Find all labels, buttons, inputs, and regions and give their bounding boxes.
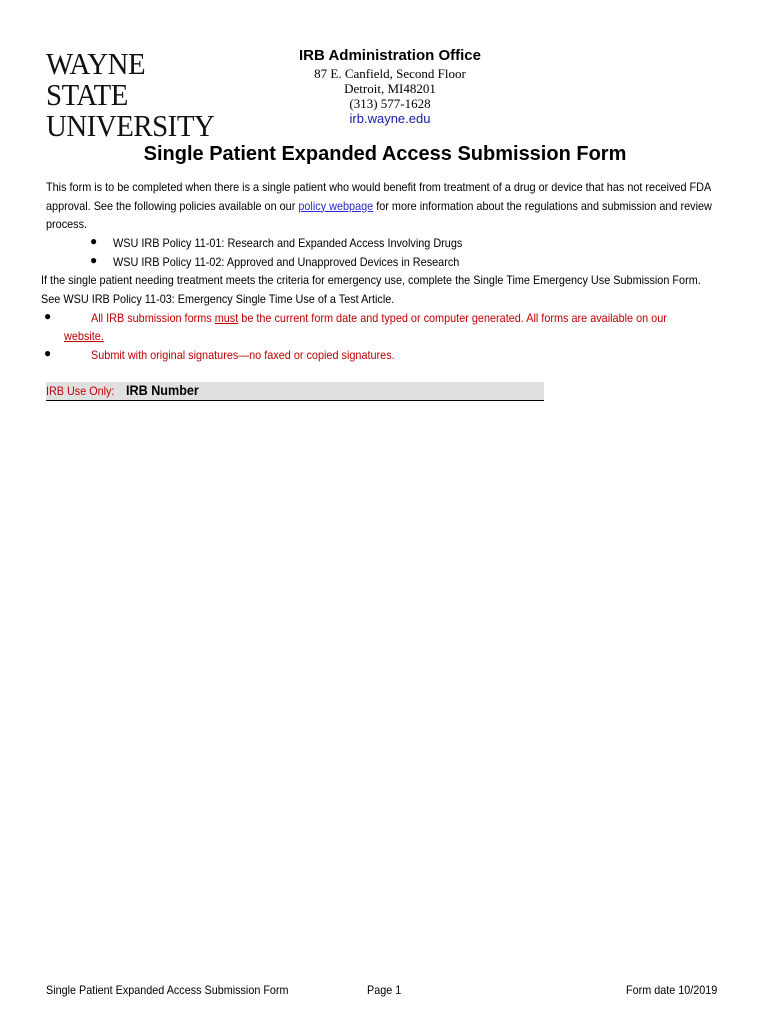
intro-paragraph: [46, 178, 734, 234]
notice-forms-text-2: be the current form date and typed or computer generated. All forms are available on our: [238, 311, 667, 325]
address-line2: Detroit, MI48201: [344, 81, 436, 96]
office-block: [240, 47, 540, 126]
irb-number-label: IRB Number: [126, 382, 200, 398]
policy-webpage-link[interactable]: policy webpage: [298, 198, 374, 213]
intro-text-1: This form is to be completed when there is a single patient who would benefit from treatment of a drug or device that has not received FDA approval. See the following policies available on our: [46, 180, 711, 213]
notice-forms: [91, 309, 667, 327]
form-title: Single Patient Expanded Access Submission Form: [143, 143, 627, 165]
notice-must: must: [214, 311, 239, 325]
office-website-link[interactable]: irb.wayne.edu: [349, 111, 431, 126]
bullet-icon: ●: [44, 346, 52, 360]
notice-website-link[interactable]: website.: [64, 329, 104, 343]
bullet-icon: ●: [90, 253, 98, 267]
notice-forms-text-1: All IRB submission forms: [91, 311, 215, 325]
notice-signatures: Submit with original signatures—no faxed or copied signatures.: [91, 348, 395, 362]
policy-item-1: WSU IRB Policy 11-01: Research and Expanded Access Involving Drugs: [113, 236, 463, 250]
policy-item-2: WSU IRB Policy 11-02: Approved and Unapproved Devices in Research: [113, 255, 460, 269]
phone-number: (313) 577-1628: [349, 96, 431, 111]
irb-number-field[interactable]: [46, 382, 544, 401]
bullet-icon: ●: [44, 309, 52, 323]
wayne-state-logo: [46, 46, 216, 143]
address-line1: 87 E. Canfield, Second Floor: [314, 66, 466, 81]
intro-text-2: for more information about the regulations and submission and review process.: [46, 198, 712, 231]
emergency-text-1: If the single patient needing treatment meets the criteria for emergency use, complete the Single Time Emergency Use Submission Form.: [41, 273, 701, 287]
bullet-icon: ●: [90, 234, 98, 248]
footer-page-number: Page 1: [367, 983, 402, 997]
office-title: IRB Administration Office: [299, 47, 481, 64]
emergency-text-2: See WSU IRB Policy 11-03: Emergency Single Time Use of a Test Article.: [41, 292, 395, 306]
footer-form-date: Form date 10/2019: [626, 983, 718, 997]
footer-form-name: Single Patient Expanded Access Submission Form: [46, 983, 289, 997]
logo-line1: WAYNE STATE: [46, 46, 146, 112]
logo-line2: UNIVERSITY: [46, 108, 215, 143]
irb-use-label: IRB Use Only:: [46, 384, 115, 398]
